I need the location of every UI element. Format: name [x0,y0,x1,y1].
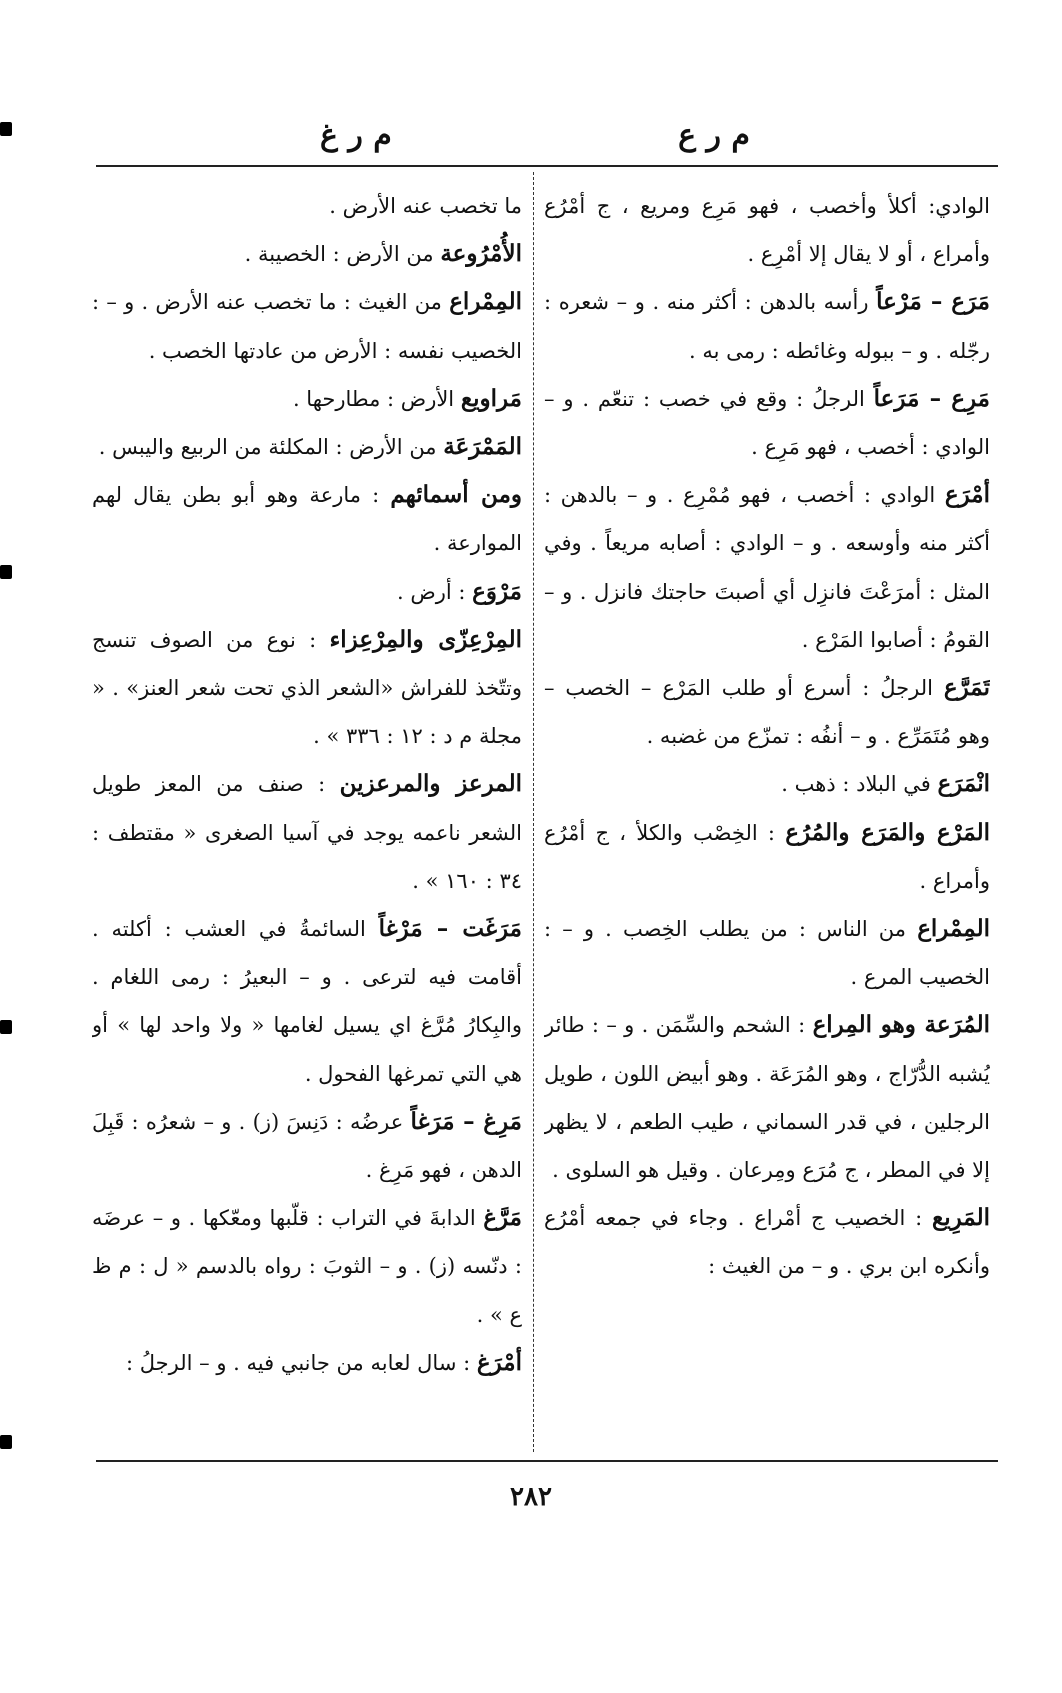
entry-text: من الغيث : ما تخصب عنه الأرض . و – : الخصيب نفسه : الأرض من عادتها الخصب . [92,290,522,363]
top-rule [96,165,998,167]
entry-headword: مَرِع – مَرَعاً [873,384,990,412]
entry-text: : مارعة وهو أبو بطن يقال لهم الموارعة . [92,483,522,556]
entry [544,664,990,760]
entry-text: السائمةُ في العشب : أكلته . أقامت فيه لترعى . و – البعيرُ : رمى اللغام . والبِكارُ مُرَّغ اي يسيل لغامها « ولا واحد لها » أو هي التي تمرغها الفحول . [92,917,522,1086]
scan-mark [0,565,12,579]
scan-mark [0,122,12,136]
entry [544,182,990,278]
entry-headword: مَرِغ – مَرَغاً [410,1107,522,1135]
entry-headword: المِرْعِزّى والمِرْعِزاء [329,625,522,653]
entry-headword: المرعز والمرعزين [339,770,522,798]
entry [544,471,990,664]
entry-text: : الشحم والسِّمَن . و – : طائر يُشبه الدُّرّاج ، وهو المُرَعَة . وهو أبيض اللون ، طويل الرجلين ، في قدر السماني ، طيب الطعم ، لا يظهر إلا في المطر ، ج مُرَع ومِرعان . وقيل هو السلوى . [544,1013,990,1183]
column-divider [533,172,535,1452]
entry-text: : صنف من المعز طويل الشعر ناعمه يوجد في آسيا الصغرى « مقتطف : ٣٤ : ١٦٠ » . [92,772,522,893]
entry-headword: المُرَعة وهو المِراع [812,1011,990,1039]
entry-headword: انْمَرَع [937,770,990,798]
entry-text: في البلاد : ذهب . [781,772,931,797]
entry-text: الأرض : مطارحها . [292,386,455,411]
right-column [544,182,990,1452]
entry-text: : الخِصْب والكلأ ، ج أمْرُع وأمراع . [544,820,990,893]
entry-headword: مَراويع [460,384,522,412]
entry-headword: الأُمْرُوعة [440,240,522,268]
entry-text: الوادي: أكلأ وأخصب ، فهو مَرِع ومريع ، ج أمْرُع وأمراع ، أو لا يقال إلا أمْرِع . [544,194,990,267]
entry [92,423,522,471]
entry [544,278,990,374]
entry [92,1098,522,1194]
entry [544,1001,990,1194]
entry [92,1194,522,1339]
entry-headword: أمْرَع [944,481,990,509]
entry [92,375,522,423]
entry-headword: المِمْراع [917,915,990,943]
entry [92,905,522,1098]
entry [92,230,522,278]
bottom-rule [96,1460,998,1462]
entry [544,760,990,808]
entry-text: عرضُه : دَنِسَ (ز) . و – شعرُه : قَبِلَ الدهن ، فهو مَرِغ . [92,1109,522,1183]
entry-text: : سال لعابه من جانبي فيه . و – الرجلُ : [126,1350,471,1375]
entry [92,760,522,905]
entry-headword: المِمْراع [449,288,522,316]
entry-headword: مَرْوَع [472,577,522,605]
entry-headword: مَرَغَت – مَرْغاً [378,915,522,943]
entry-headword: المَمْرَعَة [443,433,522,461]
entry-text: : نوع من الصوف تنسج وتتّخذ للفراش «الشعر الذي تحت شعر العنز» . « مجلة م د : ١٢ : ٣٣٦ » . [92,627,522,749]
entry-text: الوادي : أخصب ، فهو مُمْرِع . و – بالدهن : أكثر منه وأوسعه . و – الوادي : أصابه مريعاً . وفي المثل : أمرَعْتَ فانزِل أي أصبتَ حاجتك فانزل . و – القومُ : أصابوا المَرْع . [544,483,990,652]
entry [544,809,990,905]
entry-headword: مَرَع – مَرْعاً [876,288,990,316]
entry-text: الدابةَ في التراب : قلّبها ومعّكها . و – عرضَه : دنّسه (ز) . و – الثوبَ : رواه بالدسم « ل : م ظ ع » . [92,1206,522,1327]
entry-text: من الناس : من يطلب الخِصب . و – : الخصيب المرع . [544,917,990,990]
entry-text: الرجلُ : أسرع أو طلب المَرْع – الخصب – وهو مُتَمَرِّع . و – أنفُه : تمزّع من غضبه . [544,676,990,749]
header-root-left: م ر غ [320,118,392,153]
entry-text: ما تخصب عنه الأرض . [329,194,522,218]
entry [544,375,990,471]
entry-text: : الخصيب ج أمْراع . وجاء في جمعه أمْرُع وأنكره ابن بري . و – من الغيث : [544,1206,990,1279]
entry-text: من الأرض : المكلئة من الربيع واليبس . [98,435,437,460]
entry-text: الرجلُ : وقع في خصب : تنعّم . و – الوادي : أخصب ، فهو مَرِع . [544,386,990,460]
entry-headword: ومن أسمائهم [390,481,522,509]
entry-text: : أرض . [397,579,466,604]
entry [92,616,522,761]
header-root-right: م ر ع [678,118,750,153]
scan-mark [0,1020,12,1034]
entry [544,1194,990,1290]
entry-headword: المَرْع والمَرَع والمُرُع [785,818,990,846]
entry-headword: مَرَّغ [483,1204,522,1232]
entry [544,905,990,1001]
entry-headword: تَمَرَّع [943,674,990,702]
entry [92,278,522,374]
entry [92,471,522,567]
entry [92,182,522,230]
page-header [100,118,1000,162]
scan-mark [0,1435,12,1449]
entry [92,568,522,616]
entry [92,1339,522,1387]
entry-headword: أمْرَغ [476,1348,522,1376]
entry-text: من الأرض : الخصيبة . [244,242,434,267]
page-number: ٢٨٢ [510,1482,552,1512]
entry-text: رأسه بالدهن : أكثر منه . و – شعره : رجّله . و – ببوله وغائطه : رمى به . [544,290,990,363]
entry-headword: المَرِيع [931,1204,990,1232]
left-column [92,182,522,1452]
